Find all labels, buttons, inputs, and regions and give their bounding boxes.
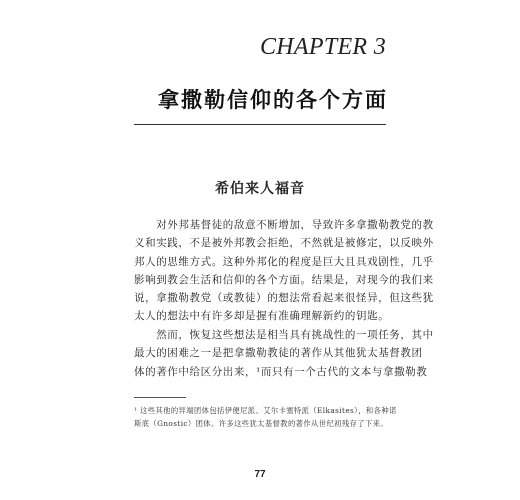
footnote-line: 斯底（Gnostic）团体。许多这些犹太基督教的著作从世纪初残存了下来。 xyxy=(134,419,389,428)
paragraph-line: 影响到教会生活和信仰的各个方面。结果是，对现今的我们来 xyxy=(134,273,434,286)
chapter-divider xyxy=(134,124,386,125)
paragraph-line: 然而，恢复这些想法是相当具有挑战性的一项任务，其中 xyxy=(134,329,434,341)
paragraph-line: 邦人的思维方式。这种外邦化的程度是巨大且具戏剧性，几乎 xyxy=(134,255,434,268)
footnote-line: ¹ 这些其他的异端团体包括伊便尼派、艾尔卡塞特派（Elkasites），和各种诺 xyxy=(134,406,397,415)
page-number: 77 xyxy=(254,469,266,480)
footnote xyxy=(134,404,402,430)
paragraph-line: 说，拿撒勒教党（或教徒）的想法常看起来很怪异，但这些犹 xyxy=(134,292,434,305)
paragraph-line: 体的著作中给区分出来，¹而只有一个古代的文本与拿撒勒教 xyxy=(134,365,428,378)
paragraph-1 xyxy=(134,216,434,326)
paragraph-line: 对外邦基督徒的敌意不断增加，导致许多拿撒勒教党的教 xyxy=(134,219,434,231)
chapter-title: 拿撒勒信仰的各个方面 xyxy=(158,87,388,112)
paragraph-line: 义和实践，不是被外邦教会拒绝，不然就是被修定，以反映外 xyxy=(134,237,434,250)
chapter-label: CHAPTER 3 xyxy=(259,34,386,60)
paragraph-2 xyxy=(134,326,434,381)
paragraph-line: 太人的想法中有许多却是握有准确理解新约的钥匙。 xyxy=(134,310,390,323)
section-title: 希伯来人福音 xyxy=(215,181,305,197)
paragraph-line: 最大的困难之一是把拿撒勒教徒的著作从其他犹太基督教团 xyxy=(134,347,423,360)
footnote-divider xyxy=(134,397,186,398)
